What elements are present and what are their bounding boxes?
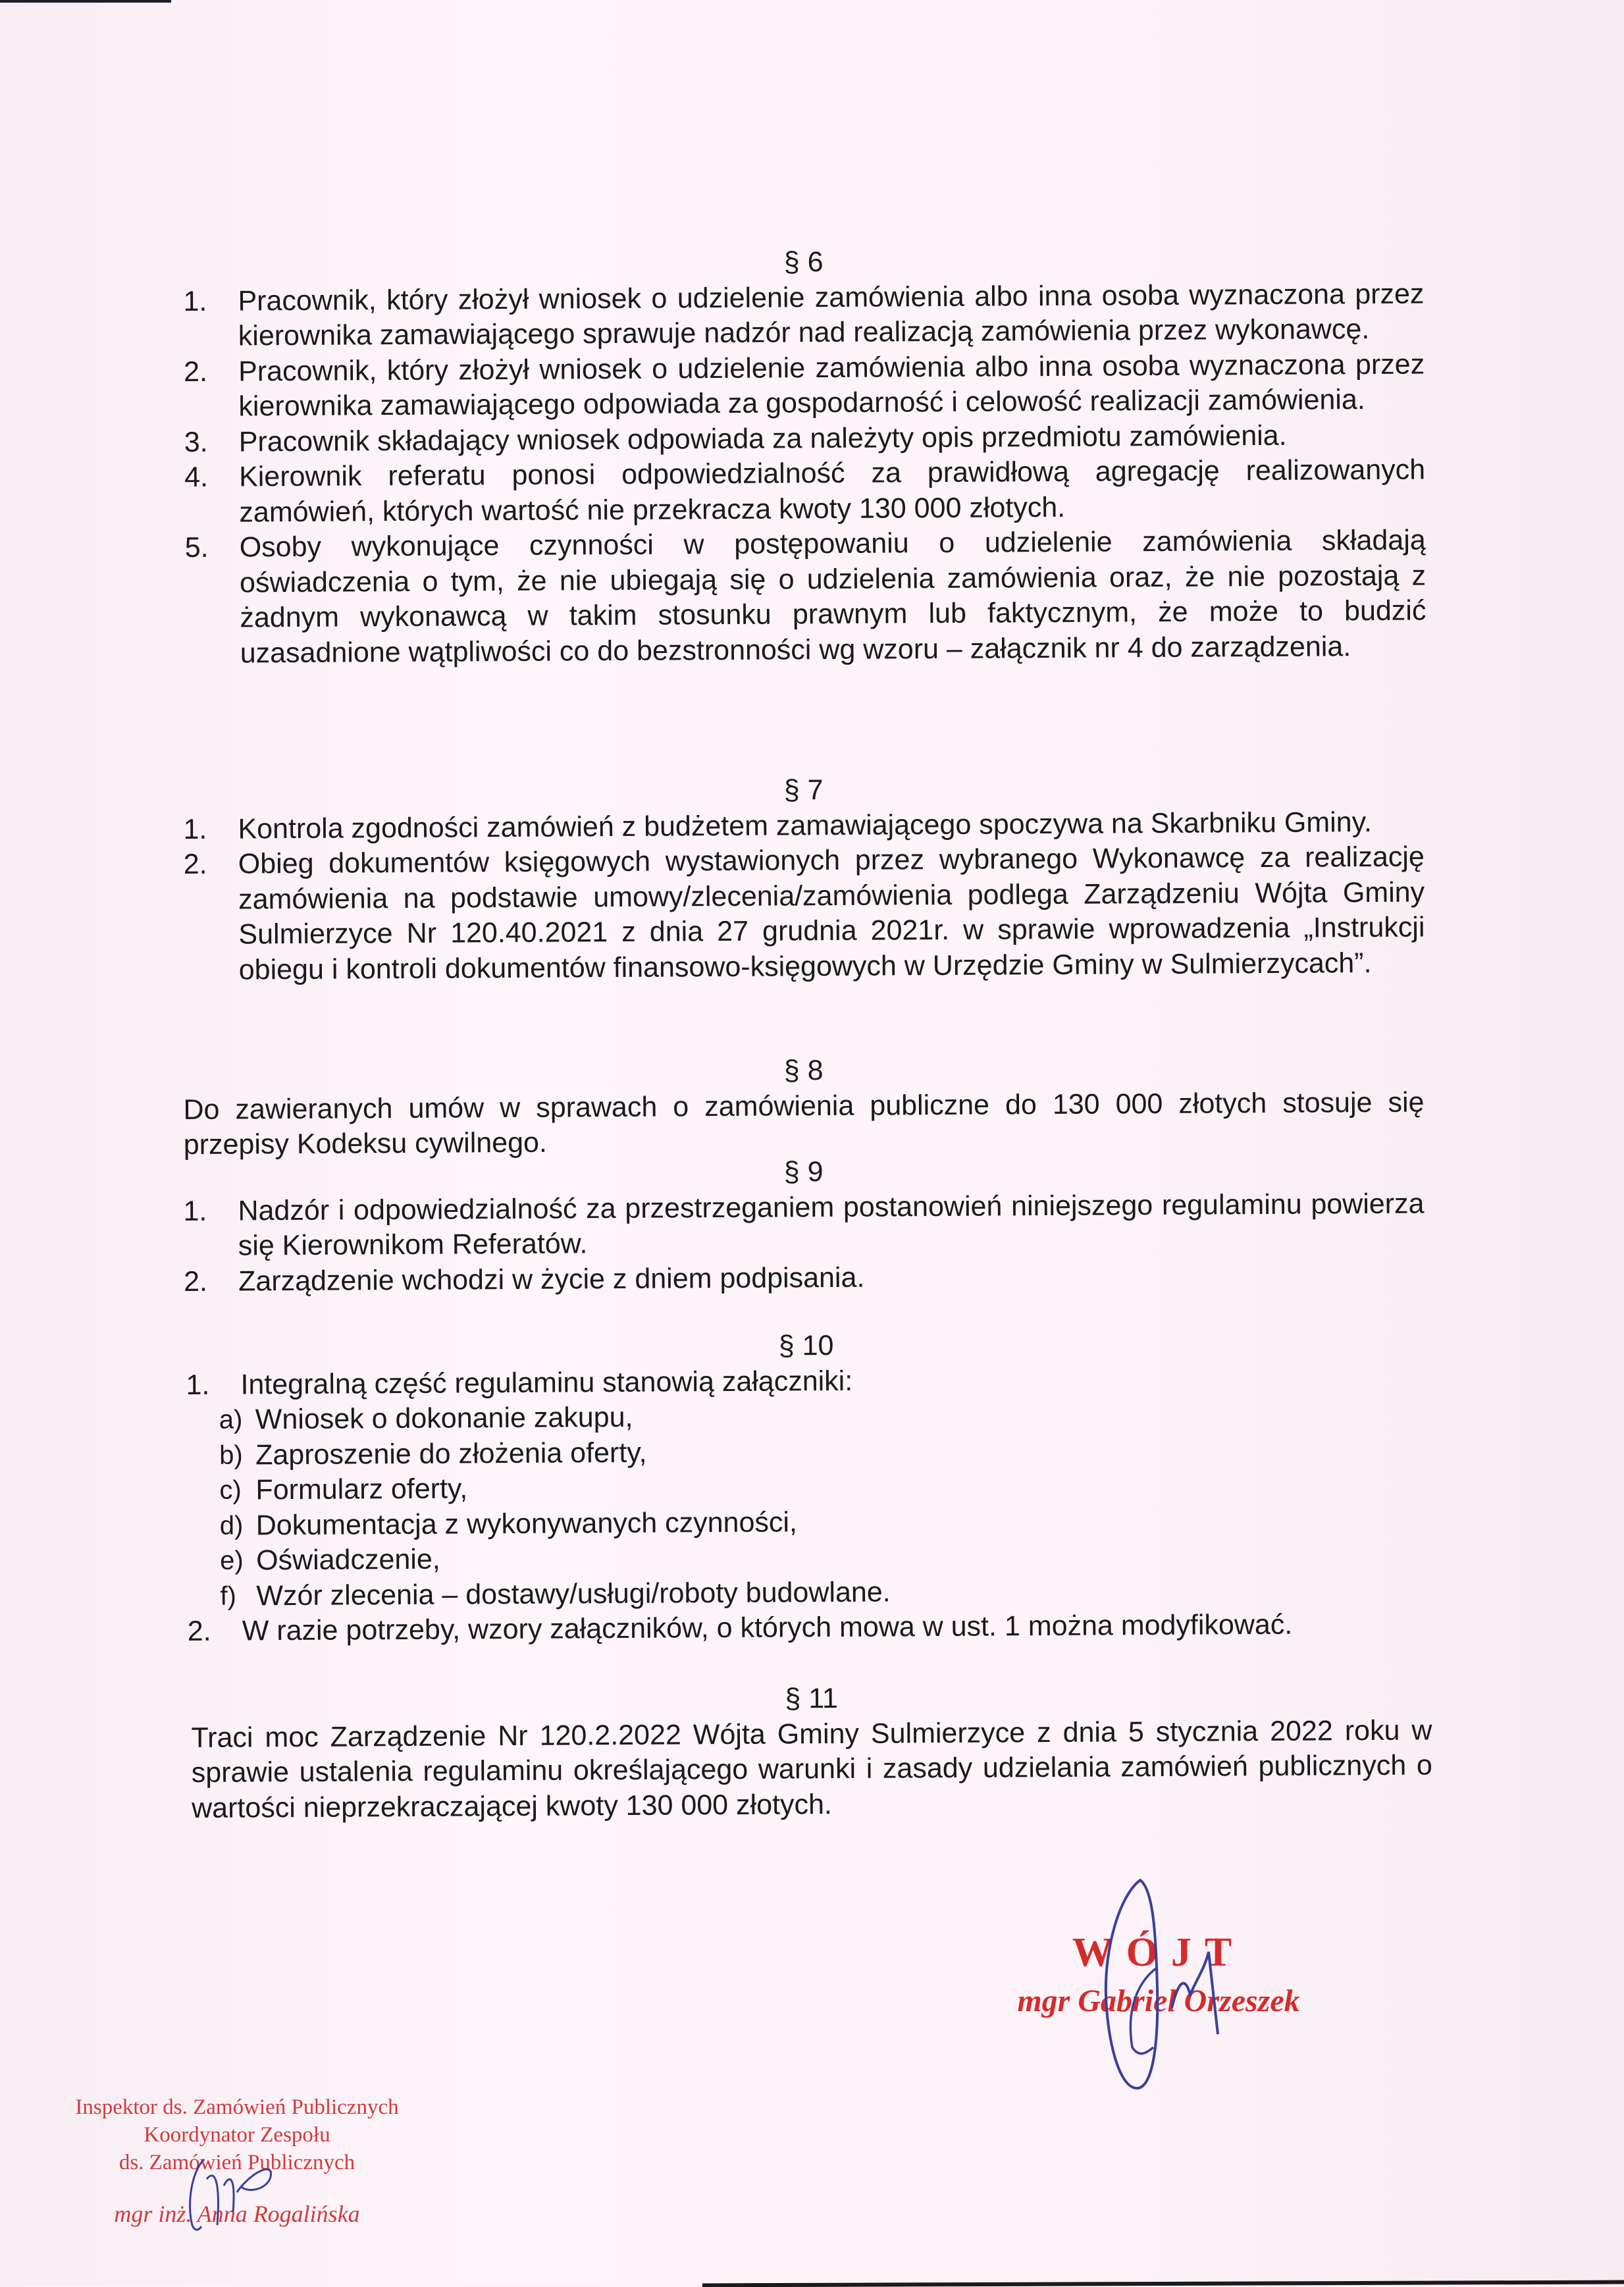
item-text: Kontrola zgodności zamówień z budżetem zamawiającego spoczywa na Skarbniku Gminy.	[238, 806, 1373, 845]
list-item	[184, 1257, 1425, 1300]
section-text: Traci moc Zarządzenie Nr 120.2.2022 Wójta Gminy Sulmierzyce z dnia 5 stycznia 2022 roku w sprawie ustalenia regulaminu określającego warunki i zasady udzielania zamówień publicznych o wartości nieprzekraczającej kwoty 130 000 złotych.	[191, 1714, 1432, 1824]
item-text: Zarządzenie wchodzi w życie z dniem podpisania.	[238, 1261, 865, 1297]
section-11	[191, 1677, 1432, 1826]
stamp-line: Inspektor ds. Zamówień Publicznych	[75, 2095, 399, 2119]
item-text: Dokumentacja z wykonywanych czynności,	[255, 1506, 798, 1541]
section-6	[183, 241, 1427, 671]
item-letter: a)	[219, 1405, 243, 1434]
item-text: Integralną część regulaminu stanowią załączniki:	[240, 1365, 853, 1400]
list-item	[183, 276, 1425, 355]
stamp-line: ds. Zamówień Publicznych	[118, 2151, 355, 2174]
item-text: Wzór zlecenia – dostawy/usługi/roboty budowlane.	[256, 1575, 891, 1612]
item-letter: f)	[220, 1581, 237, 1611]
list-item	[184, 452, 1426, 531]
list-item	[184, 347, 1425, 425]
stamp-title: WÓJT	[1072, 1930, 1245, 1975]
section-9	[183, 1151, 1425, 1300]
item-text: Pracownik, który złożył wniosek o udzielenie zamówienia albo inna osoba wyznaczona przez kierownika zamawiającego odpowiada za gospodarność i celowość realizacji zamówienia.	[238, 348, 1425, 423]
item-number: 2.	[183, 848, 207, 880]
item-text: Obieg dokumentów księgowych wystawionych przez wybranego Wykonawcę za realizację zamówienia na podstawie umowy/zlecenia/zamówienia podlega Zarządzeniu Wójta Gminy Sulmierzyce Nr 120.40.2021 z dnia 27 grudnia 2021r. w sprawie wprowadzenia „Instrukcji obiegu i kontroli dokumentów finansowo-księgowych w Urzędzie Gminy w Sulmierzycach”.	[238, 841, 1425, 986]
item-letter: b)	[219, 1440, 243, 1470]
section-heading: § 9	[783, 1156, 824, 1188]
item-number: 1.	[183, 285, 207, 317]
item-text: Zaproszenie do złożenia oferty,	[255, 1436, 647, 1471]
item-letter: d)	[219, 1510, 244, 1540]
section-heading: § 11	[785, 1682, 839, 1715]
wojt-stamp	[987, 1929, 1330, 2021]
item-letter: c)	[219, 1475, 242, 1505]
list-item	[184, 839, 1425, 988]
scan-edge-top	[0, 0, 171, 3]
scan-edge-bottom	[702, 2280, 1624, 2287]
item-number: 4.	[184, 461, 209, 493]
item-text: W razie potrzeby, wzory załączników, o których mowa w ust. 1 można modyfikować.	[242, 1608, 1293, 1647]
section-heading: § 10	[778, 1329, 834, 1362]
item-text: Pracownik, który złożył wniosek o udzielenie zamówienia albo inna osoba wyznaczona przez kierownika zamawiającego sprawuje nadzór nad realizacją zamówienia przez wykonawcę.	[238, 277, 1425, 352]
section-heading: § 6	[783, 246, 824, 278]
list-item	[185, 523, 1427, 671]
section-7	[183, 769, 1425, 988]
stamp-name: mgr Gabriel Orzeszek	[1017, 1984, 1300, 2018]
list-item	[188, 1606, 1428, 1649]
item-number: 1.	[183, 813, 207, 845]
item-text: Formularz oferty,	[255, 1473, 468, 1506]
item-number: 3.	[184, 426, 208, 458]
section-heading: § 8	[783, 1055, 824, 1087]
section-heading: § 7	[783, 774, 824, 806]
item-number: 5.	[184, 531, 209, 564]
section-8	[183, 1049, 1425, 1163]
item-number: 1.	[183, 1195, 207, 1227]
inspector-stamp	[46, 2093, 428, 2228]
item-number: 2.	[187, 1615, 211, 1647]
item-text: Kierownik referatu ponosi odpowiedzialność za prawidłową agregację realizowanych zamówień, których wartość nie przekracza kwoty 130 000 złotych.	[238, 454, 1426, 528]
item-text: Wniosek o dokonanie zakupu,	[255, 1401, 633, 1436]
item-number: 1.	[186, 1369, 210, 1401]
item-number: 2.	[183, 1265, 208, 1298]
item-text: Osoby wykonujące czynności w postępowaniu o udzielenie zamówienia składają oświadczenia o tym, że nie ubiegają się o udzielenia zamówienia oraz, że nie pozostają z żadnym wykonawcą w takim stosunku prawnym lub faktycznym, że może to budzić uzasadnione wątpliwości co do bezstronności wg wzoru – załącznik nr 4 do zarządzenia.	[239, 524, 1427, 669]
item-text: Nadzór i odpowiedzialność za przestrzeganiem postanowień niniejszego regulaminu powierza się Kierownikom Referatów.	[238, 1187, 1425, 1262]
stamp-name: mgr inż. Anna Rogalińska	[114, 2201, 360, 2227]
section-10	[186, 1325, 1428, 1649]
section-text: Do zawieranych umów w sprawach o zamówienia publiczne do 130 000 złotych stosuje się przepisy Kodeksu cywilnego.	[183, 1086, 1425, 1161]
stamp-line: Koordynator Zespołu	[144, 2123, 330, 2147]
list-item	[183, 1186, 1425, 1265]
item-text: Pracownik składający wniosek odpowiada za należyty opis przedmiotu zamówienia.	[238, 419, 1287, 458]
item-number: 2.	[183, 355, 208, 388]
item-text: Oświadczenie,	[255, 1543, 440, 1577]
item-letter: e)	[219, 1546, 244, 1575]
